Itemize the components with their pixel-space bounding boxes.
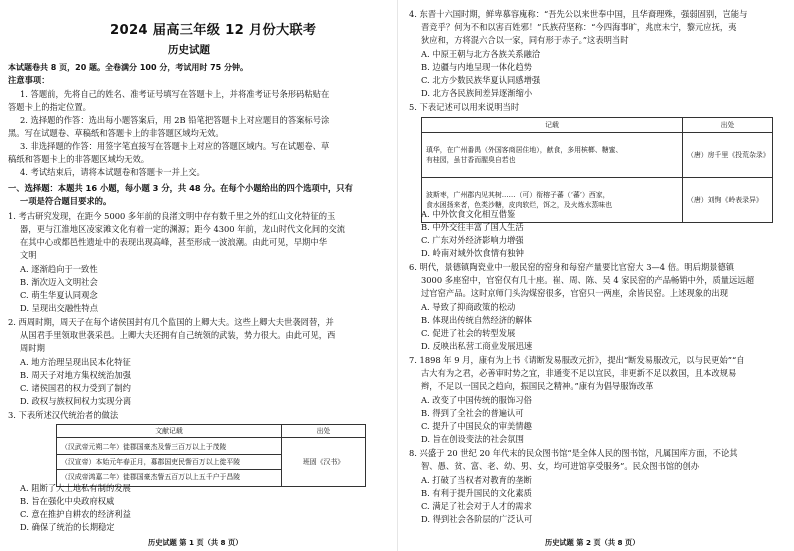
question-2-option-d[interactable]: D. 政权与族权间权力实现分离 — [20, 396, 132, 406]
page-footer: 历史试题 第 1 页（共 8 页） — [148, 538, 243, 547]
exam-info: 本试题卷共 8 页，20 题。全卷满分 100 分，考试用时 75 分钟。 — [8, 63, 249, 72]
question-2-stem: 周时期 — [20, 343, 45, 353]
question-1-stem: 文明 — [20, 250, 37, 260]
question-4-stem: 狄应和，方将混六合以一家，同有形于赤子。”这表明当时 — [421, 35, 629, 45]
notice-line: 稿纸和答题卡上的非答题区域均无效。 — [8, 154, 150, 164]
question-7-stem: 7. 1898 年 9 月，康有为上书《请断发易服改元折》，提出“断发易服改元，以与民更始”“自 — [409, 355, 745, 365]
question-5-option-a[interactable]: A. 中外饮食文化相互借鉴 — [421, 209, 516, 219]
section-heading: 一项是符合题目要求的。 — [20, 196, 112, 206]
notice-line: 1. 答题前，先将自己的姓名、准考证号填写在答题卡上，并将准考证号条形码粘贴在 — [20, 89, 330, 99]
notice-line: 黑。写在试题卷、草稿纸和答题卡上的非答题区域均无效。 — [8, 128, 224, 138]
question-5-option-b[interactable]: B. 中外交往丰富了国人生活 — [421, 222, 524, 232]
notice-title: 注意事项： — [8, 75, 50, 85]
question-7-stem: 古大有为之君，必善审时势之宜，非通变不足以宜民，非更新不足以救国，且本改规易 — [421, 368, 737, 378]
question-6-stem: 6. 明代，景德镇陶瓷业中一般民窑的窑身和每窑产量要比官窑大 3—4 倍。明后期景德镇 — [409, 262, 735, 272]
question-1-option-a[interactable]: A. 逐渐趋向于一致性 — [20, 264, 98, 274]
question-2-option-a[interactable]: A. 地方治理呈现出民本化特征 — [20, 357, 131, 367]
question-2-stem: 从国君手里领取世袭采邑。上卿大夫还拥有自己统领的武装，势力很大。由此可见，西 — [20, 330, 336, 340]
question-2-option-b[interactable]: B. 周天子对地方集权统治加强 — [20, 370, 131, 380]
question-3-option-b[interactable]: B. 旨在强化中央政府权威 — [20, 496, 115, 506]
question-6-option-b[interactable]: B. 体现出传统自然经济的解体 — [421, 315, 532, 325]
table-source: 班固《汉书》 — [282, 438, 366, 487]
table-source: （唐）刘恂《岭表录异》 — [683, 178, 773, 223]
question-3-option-d[interactable]: D. 确保了统治的长期稳定 — [20, 522, 115, 532]
table-cell — [57, 438, 282, 487]
question-8-option-a[interactable]: A. 打破了当权者对教育的垄断 — [421, 475, 532, 485]
table-row-text: 瑱华，在广州番禺（外国客商居住地），献食，多用槟榔、糖蜜、 — [426, 146, 623, 154]
question-5-option-d[interactable]: D. 岭南对域外饮食情有独钟 — [421, 248, 524, 258]
question-6-option-c[interactable]: C. 促进了社会的转型发展 — [421, 328, 516, 338]
question-1-stem: 1. 考古研究发现，在距今 5000 多年前的良渚文明中存有数千里之外的红山文化特征的玉 — [8, 211, 336, 221]
question-1-option-d[interactable]: D. 呈现出交融性特点 — [20, 303, 99, 313]
question-8-stem: 智、愚、贫、富、老、幼、男、女，均可进馆享受服务”。民众图书馆的创办 — [421, 461, 700, 471]
table-row-text: （汉成帝鸿嘉二年）徙郡国豪杰訾五百万以上五千户于昌陵 — [57, 469, 281, 484]
notice-line: 2. 选择题的作答：选出每小题答案后，用 2B 铅笔把答题卡上对应题目的答案标号涂 — [20, 115, 330, 125]
question-2-option-c[interactable]: C. 诸侯国君的权力受到了制约 — [20, 383, 131, 393]
section-heading: 一、选择题：本题共 16 小题，每小题 3 分，共 48 分。在每个小题给出的四个选项中，只有 — [8, 183, 353, 193]
page-divider — [397, 0, 398, 551]
question-1-stem: 在其中心或都邑性遗址中的表现出现高峰，甚至形成一波浪潮。由此可见，早期中华 — [20, 237, 327, 247]
table-row-text: （汉宣帝）本始元年春正月，募郡国吏民訾百万以上徙平陵 — [57, 454, 281, 469]
exam-title: 2024 届高三年级 12 月份大联考 — [110, 23, 317, 38]
table-source: （唐）房千里《投荒杂录》 — [683, 133, 773, 178]
question-3-option-c[interactable]: C. 意在推护自耕农的经济利益 — [20, 509, 131, 519]
question-4-option-d[interactable]: D. 北方各民族间差异逐渐缩小 — [421, 88, 533, 98]
table-header: 出处 — [683, 118, 773, 133]
table-cell — [422, 133, 683, 178]
table-header: 出处 — [282, 425, 366, 438]
notice-line: 4. 考试结束后，请将本试题卷和答题卡一并上交。 — [20, 167, 205, 177]
question-8-stem: 8. 兴盛于 20 世纪 20 年代末的民众图书馆“是全体人民的图书馆，凡属国库方面，不论其 — [409, 448, 738, 458]
question-4-option-c[interactable]: C. 北方少数民族华夏认同感增强 — [421, 75, 541, 85]
question-1-option-c[interactable]: C. 萌生华夏认同观念 — [20, 290, 98, 300]
question-4-option-b[interactable]: B. 边疆与内地呈现一体化趋势 — [421, 62, 532, 72]
question-1-option-b[interactable]: B. 渐次迈入文明社会 — [20, 277, 98, 287]
question-5-stem: 5. 下表记述可以用来说明当时 — [409, 102, 520, 112]
question-7-option-d[interactable]: D. 旨在创设变法的社会氛围 — [421, 434, 524, 444]
table-row-text: （汉武帝元朔二年）徙郡国豪杰及訾三百万以上于茂陵 — [61, 443, 227, 451]
question-8-option-c[interactable]: C. 满足了社会对于人才的需求 — [421, 501, 532, 511]
table-row-text: 有桂园，虽甘香而腥臭自若也 — [426, 156, 516, 164]
question-5-option-c[interactable]: C. 广东对外经济影响力增强 — [421, 235, 524, 245]
table-header: 文献记载 — [57, 425, 282, 438]
question-6-option-d[interactable]: D. 反映出私营工商业发展迅速 — [421, 341, 533, 351]
notice-line: 答题卡上的指定位置。 — [8, 102, 91, 112]
question-8-option-b[interactable]: B. 有利于提升国民的文化素质 — [421, 488, 532, 498]
table-row-text: 食水困扬来者，色类沙糖，皮肉软烂，饵之，及火炼水蒸味也 — [426, 201, 613, 209]
question-6-stem: 3000 多座窑中，官窑仅有几十座。崔、周、陈、吴 4 家民窑的产品畅销中外，质量远远超 — [421, 275, 754, 285]
question-4-stem: 晋竞乎？何为不和以害百姓邪！”氏族苻坚称：“今四海事旷，兆庶未宁，黎元应抚，夷 — [421, 22, 737, 32]
question-8-option-d[interactable]: D. 得到社会各阶层的广泛认可 — [421, 514, 533, 524]
question-6-stem: 过官窑产品。这时京师门头沟煤窑很多，官窑只一两座，余皆民窑。上述现象的出现 — [421, 288, 728, 298]
subject-title: 历史试题 — [168, 44, 210, 56]
question-1-stem: 器，更与江淮地区凌家滩文化有着一定的渊源；距今 4300 年前，龙山时代文化间的交流 — [20, 224, 346, 234]
question-4-option-a[interactable]: A. 中原王朝与北方各族关系融洽 — [421, 49, 541, 59]
question-2-stem: 2. 西周时期，周天子在每个诸侯国封有几个监国的上卿大夫。这些上卿大夫世袭罔替，并 — [8, 317, 334, 327]
question-7-option-a[interactable]: A. 改变了中国传统的服饰习俗 — [421, 395, 532, 405]
question-3-table — [56, 424, 366, 487]
question-3-option-a[interactable]: A. 阻断了大土地私有制的发展 — [20, 483, 131, 493]
question-4-stem: 4. 东晋十六国时期，鲜卑慕容廆称：“吾先公以来世奉中国，且华裔理殊，强弱固别，岂能与 — [409, 9, 748, 19]
question-7-option-c[interactable]: C. 提升了中国民众的审美情趣 — [421, 421, 532, 431]
page-footer: 历史试题 第 2 页（共 8 页） — [545, 538, 640, 547]
question-7-stem: 辫，不足以一国民之趋向，振国民之精神。”康有为倡导服饰改革 — [421, 381, 654, 391]
question-7-option-b[interactable]: B. 得到了全社会的普遍认可 — [421, 408, 524, 418]
notice-line: 3. 非选择题的作答：用签字笔直接写在答题卡上对应的答题区域内。写在试题卷、草 — [20, 141, 330, 151]
table-header: 记载 — [422, 118, 683, 133]
question-3-stem: 3. 下表所述汉代统治者的做法 — [8, 410, 119, 420]
table-row-text: 波斯枣，广州郡内见其树……（可）衔榕子蕃（‘蕃’）西家， — [426, 191, 610, 199]
question-6-option-a[interactable]: A. 导致了抑商政策的松动 — [421, 302, 516, 312]
